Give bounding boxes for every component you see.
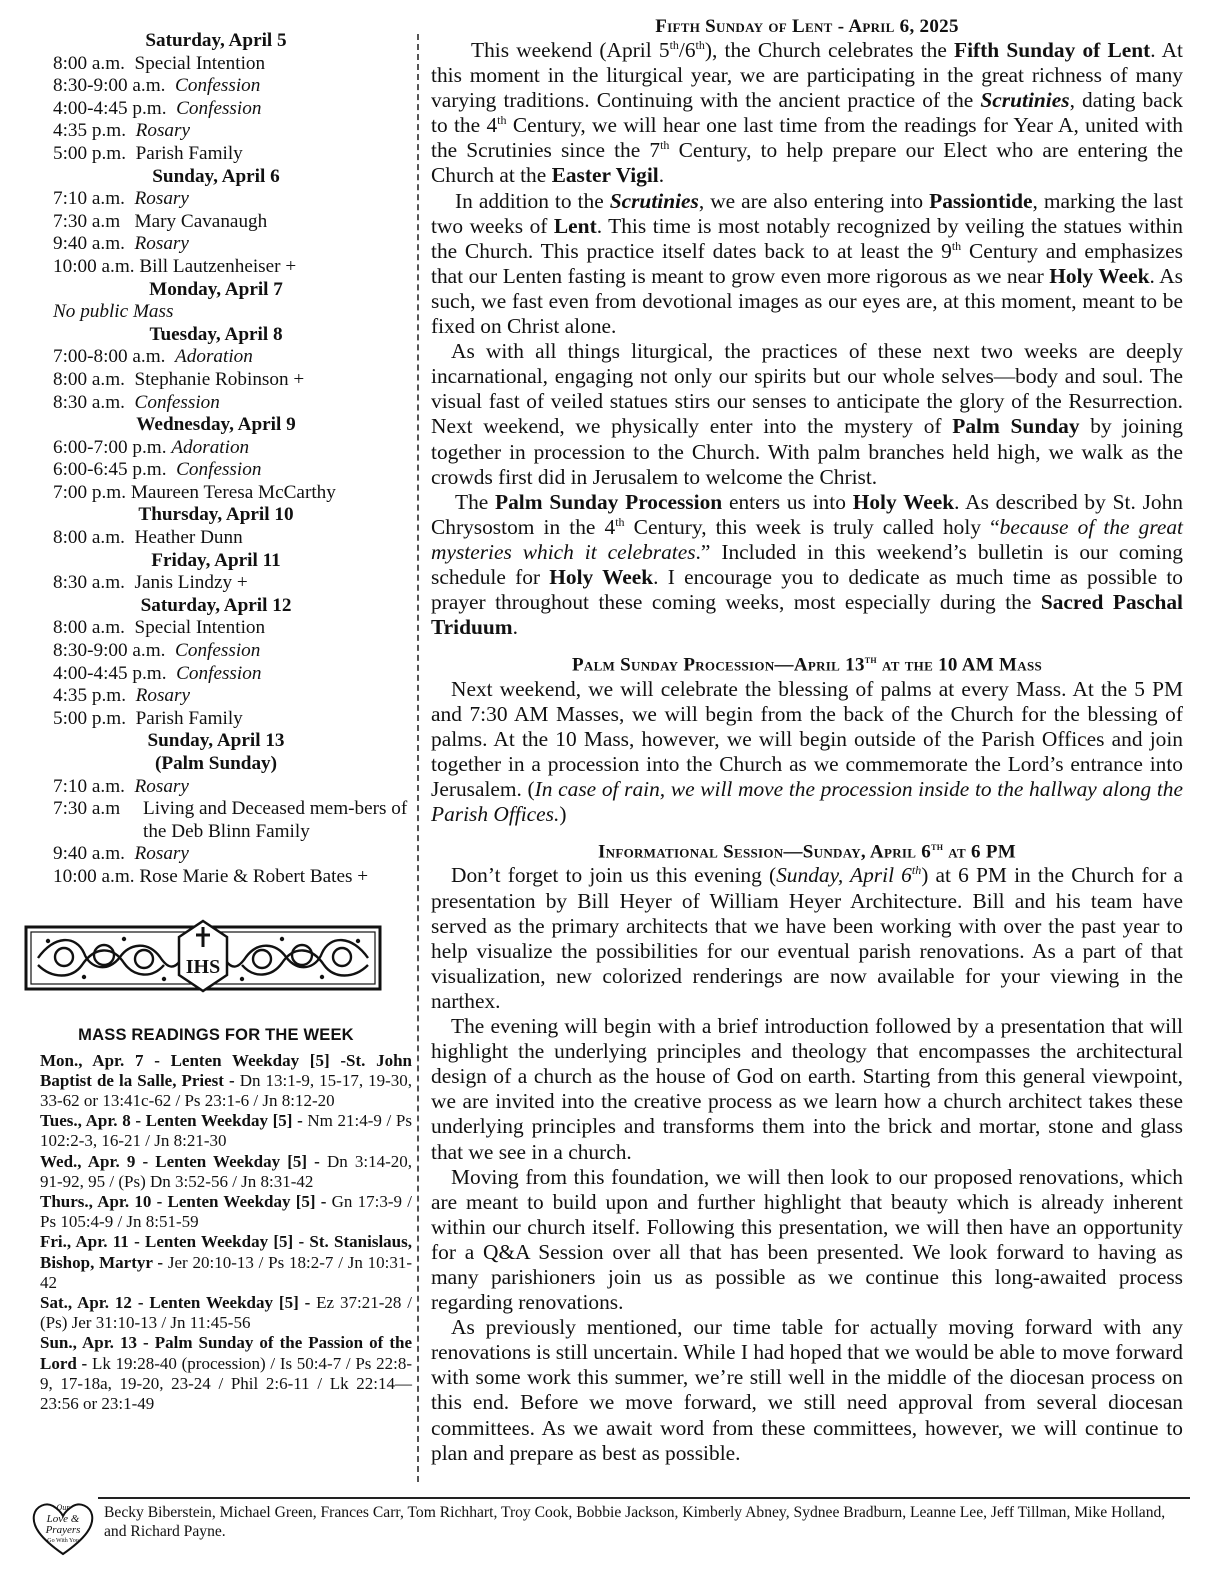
reading-item	[40, 1293, 412, 1333]
schedule-day-heading: Wednesday, April 9	[136, 414, 296, 436]
reading-item	[40, 1333, 412, 1414]
schedule-time: 8:30-9:00 a.m.	[53, 640, 176, 662]
mass-schedule-column	[22, 30, 413, 1414]
reading-day: Sat., Apr. 12 - Lenten Weekday [5] -	[40, 1293, 317, 1312]
schedule-entry	[22, 617, 410, 640]
schedule-entry	[22, 527, 410, 550]
reading-item	[40, 1232, 412, 1293]
schedule-intention: Adoration	[175, 346, 253, 368]
schedule-intention: Rosary	[135, 685, 190, 707]
schedule-entry	[22, 392, 410, 415]
ihs-ornament-icon	[24, 917, 382, 995]
schedule-time: 8:00 a.m.	[53, 52, 135, 74]
schedule-time: 5:00 p.m.	[53, 707, 136, 729]
schedule-time: 7:00-8:00 a.m.	[53, 346, 176, 368]
schedule-entry	[22, 843, 410, 866]
svg-text:Prayers: Prayers	[45, 1524, 81, 1536]
schedule-day-heading: Saturday, April 5	[145, 30, 287, 51]
schedule-day-heading: Sunday, April 6	[152, 165, 280, 187]
schedule-time: 6:00-7:00 p.m.	[53, 436, 172, 458]
schedule-intention: Parish Family	[135, 142, 243, 164]
schedule-day-heading: Thursday, April 10	[138, 504, 294, 526]
schedule-time: 4:35 p.m.	[53, 685, 136, 707]
schedule-entry	[22, 233, 410, 256]
schedule-entry	[22, 346, 410, 369]
schedule-time: 7:10 a.m.	[53, 188, 135, 210]
svg-text:Love &: Love &	[46, 1513, 80, 1525]
schedule-entry	[22, 211, 410, 234]
schedule-time: 7:10 a.m.	[53, 775, 135, 797]
schedule-intention: Special Intention	[134, 52, 266, 74]
schedule-time: 4:00-4:45 p.m.	[53, 97, 177, 119]
schedule-time: 8:30 a.m.	[53, 391, 135, 413]
schedule-time: 6:00-6:45 p.m.	[53, 459, 177, 481]
schedule-entry	[22, 120, 410, 143]
reading-day: Fri., Apr. 11 - Lenten Weekday [5] - St. Stanislaus, Bishop, Martyr -	[40, 1232, 412, 1272]
reading-citations: Lk 19:28-40 (procession) / Is 50:4-7 / Ps 22:8-9, 17-18a, 19-20, 23-24 / Phil 2:6-11 / Lk 22:14—23:56 or 23:1-49	[40, 1353, 413, 1414]
schedule-entry	[22, 143, 410, 166]
schedule-day-heading: Sunday, April 13	[147, 730, 285, 752]
prayer-list-names: Becky Biberstein, Michael Green, Frances Carr, Tom Richhart, Troy Cook, Bobbie Jackson, Kimberly Abney, Sydnee Bradburn, Leanne Lee, Jeff Tillman, Mike Holland, and Richard Payne.	[104, 1504, 1166, 1540]
schedule-intention: Rosary	[135, 120, 190, 142]
info-paragraph: Moving from this foundation, we will then look to our proposed renovations, which are meant to build upon and further highlight that beauty which is already inherent within our church itself. Following this presentation, we will then have an opportunity for a Q&A Session over all that has been presented. We look forward to having as many parishioners join us as possible as we continue this long-awaited process regarding renovations.	[431, 1164, 1183, 1315]
schedule-intention: Rosary	[134, 188, 189, 210]
footer-rule	[98, 1497, 1190, 1499]
info-session-heading: Informational Session—Sunday, April 6th at 6 PM	[597, 841, 1017, 863]
schedule-entry	[22, 685, 410, 708]
palm-paragraph: Next weekend, we will celebrate the blessing of palms at every Mass. At the 5 PM and 7:30 AM Masses, we will begin from the back of the Church for the blessing of palms. At the 10 Mass, however, we will begin outside of the Parish Offices and join together in a procession into the Church as we commemorate the Lord’s entrance into Jerusalem. (In case of rain, we will move the procession inside to the hallway along the Parish Offices.)	[431, 676, 1183, 827]
schedule-entry	[22, 663, 410, 686]
mass-schedule	[22, 30, 410, 889]
schedule-time: 8:00 a.m.	[53, 368, 135, 390]
ornament-monogram: IHS	[185, 955, 221, 978]
schedule-entry	[22, 98, 410, 121]
schedule-day-heading: Friday, April 11	[151, 549, 281, 571]
reading-item	[40, 1152, 412, 1192]
schedule-intention: Confession	[176, 97, 262, 119]
reading-item	[40, 1111, 412, 1151]
schedule-day-heading: Monday, April 7	[149, 278, 283, 300]
schedule-time: 5:00 p.m.	[53, 142, 136, 164]
reading-day: Wed., Apr. 9 - Lenten Weekday [5] -	[40, 1151, 327, 1171]
schedule-intention: Heather Dunn	[134, 527, 243, 549]
schedule-entry	[22, 437, 410, 460]
schedule-intention: Confession	[175, 75, 261, 97]
schedule-intention: Rosary	[134, 233, 189, 255]
schedule-time: 8:30 a.m.	[53, 572, 135, 594]
schedule-time: 8:30-9:00 a.m.	[53, 75, 176, 97]
schedule-intention: Maureen Teresa McCarthy	[130, 481, 336, 503]
schedule-intention: Special Intention	[134, 617, 266, 639]
schedule-time: 9:40 a.m.	[53, 233, 135, 255]
schedule-entry	[22, 776, 410, 799]
readings-heading: MASS READINGS FOR THE WEEK	[78, 1025, 354, 1044]
schedule-time: 10:00 a.m.	[53, 865, 140, 887]
schedule-entry	[22, 708, 410, 731]
palm-sunday-heading: Palm Sunday Procession—April 13th at the 10 AM Mass	[571, 654, 1043, 676]
schedule-intention: Confession	[134, 391, 220, 413]
schedule-intention: Living and Deceased mem-bers of the Deb Blinn Family	[143, 798, 408, 842]
article-body	[431, 38, 1183, 640]
schedule-entry	[22, 866, 410, 889]
schedule-intention: Confession	[176, 459, 262, 481]
info-paragraph: As previously mentioned, our time table for actually moving forward with any renovations is still uncertain. While I had hoped that we would be able to move forward with some work this summer, we’re still well in the middle of the diocesan process on this end. Before we move forward, we still need approval from several diocesan committees. As we await word from these committees, however, we will continue to plan and prepare as best as possible.	[431, 1315, 1183, 1465]
heart-logo-icon	[30, 1498, 96, 1558]
reading-day: Thurs., Apr. 10 - Lenten Weekday [5] -	[40, 1191, 332, 1211]
reading-citations: Dn 3:14-20, 91-92, 95 / (Ps) Dn 3:52-56 / Jn 8:31-42	[40, 1151, 412, 1191]
schedule-intention: Rosary	[134, 775, 189, 797]
schedule-time: 4:35 p.m.	[53, 120, 136, 142]
reading-citations: Jer 20:10-13 / Ps 18:2-7 / Jn 10:31-42	[40, 1252, 412, 1292]
schedule-intention: Confession	[176, 662, 262, 684]
reading-item	[40, 1051, 412, 1112]
schedule-time: 7:30 a.m	[53, 798, 121, 820]
schedule-entry	[22, 482, 410, 505]
article-paragraph: The Palm Sunday Procession enters us into Holy Week. As described by St. John Chrysostom in the 4th Century, this week is truly called holy “because of the great mysteries which it celebrates.” Included in this weekend’s bulletin is our coming schedule for Holy Week. I encourage you to dedicate as much time as possible to prayer throughout these coming weeks, most especially during the Sacred Paschal Triduum.	[431, 489, 1184, 640]
schedule-entry	[22, 75, 410, 98]
schedule-intention: Confession	[175, 640, 261, 662]
schedule-time: 8:00 a.m.	[53, 617, 135, 639]
article-column	[431, 16, 1183, 1466]
schedule-intention: Rosary	[134, 843, 189, 865]
svg-text:Our: Our	[56, 1503, 70, 1512]
reading-day: Mon., Apr. 7 - Lenten Weekday [5] -St. John Baptist de la Salle, Priest -	[40, 1050, 412, 1090]
column-divider	[417, 34, 419, 1482]
svg-text:Go With You: Go With You	[47, 1538, 79, 1544]
schedule-entry	[22, 640, 410, 663]
reading-day: Sun., Apr. 13 - Palm Sunday of the Passion of the Lord -	[40, 1333, 412, 1373]
schedule-entry	[22, 572, 410, 595]
schedule-time: 4:00-4:45 p.m.	[53, 662, 177, 684]
schedule-intention: Stephanie Robinson +	[134, 368, 305, 390]
schedule-day-heading: Saturday, April 12	[140, 594, 292, 616]
reading-citations: Dn 13:1-9, 15-17, 19-30, 33-62 or 13:41c-62 / Ps 23:1-6 / Jn 8:12-20	[40, 1070, 413, 1110]
schedule-intention: Mary Cavanaugh	[134, 210, 268, 232]
schedule-entry	[22, 459, 410, 482]
schedule-intention: Bill Lautzenheiser +	[139, 255, 297, 277]
schedule-intention: Janis Lindzy +	[134, 572, 248, 594]
article-heading: Fifth Sunday of Lent - April 6, 2025	[655, 16, 959, 37]
article-paragraph: This weekend (April 5th/6th), the Church celebrates the Fifth Sunday of Lent. At this moment in the liturgical year, we are participating in the great richness of many varying traditions. Continuing with the ancient practice of the Scrutinies, dating back to the 4th Century, we will hear one last time from the readings for Year A, united with the Scrutinies since the 7th Century, to help prepare our Elect who are entering the Church at the Easter Vigil.	[431, 37, 1184, 188]
schedule-time: 9:40 a.m.	[53, 843, 135, 865]
mass-readings	[22, 1051, 412, 1415]
schedule-time: 7:30 a.m	[53, 210, 135, 232]
schedule-time: 10:00 a.m.	[53, 255, 140, 277]
reading-citations: Ez 37:21-28 / (Ps) Jer 31:10-13 / Jn 11:45-56	[40, 1293, 412, 1333]
schedule-entry	[22, 188, 410, 211]
schedule-intention: Rose Marie & Robert Bates +	[139, 865, 369, 887]
schedule-entry	[22, 53, 410, 76]
article-paragraph: As with all things liturgical, the practices of these next two weeks are deeply incarnational, engaging not only our spirits but our whole selves—body and soul. The visual fast of veiled statues stirs our senses to anticipate the glory of the Resurrection. Next weekend, we physically enter into the mystery of Palm Sunday by joining together in procession to the Church. With palm branches held high, we walk as the crowds first did in Jerusalem to welcome the Christ.	[431, 339, 1183, 489]
schedule-intention: Parish Family	[135, 707, 243, 729]
reading-citations: Nm 21:4-9 / Ps 102:2-3, 16-21 / Jn 8:21-30	[40, 1111, 412, 1151]
schedule-note: No public Mass	[53, 301, 174, 323]
schedule-day-heading: (Palm Sunday)	[154, 753, 278, 774]
schedule-time: 8:00 a.m.	[53, 527, 135, 549]
reading-citations: Gn 17:3-9 / Ps 105:4-9 / Jn 8:51-59	[40, 1191, 412, 1232]
schedule-entry	[22, 798, 410, 843]
palm-sunday-body	[431, 677, 1183, 828]
info-paragraph: Don’t forget to join us this evening (Sunday, April 6th) at 6 PM in the Church for a presentation by Bill Heyer of William Heyer Architecture. Bill and his team have served as the primary architects that we have been working with over the past year to help visualize the possibilities for our eventual parish renovations. As a part of that visualization, new colorized renderings are now available for your viewing in the narthex.	[431, 863, 1183, 1013]
article-paragraph: In addition to the Scrutinies, we are also entering into Passiontide, marking the last two weeks of Lent. This time is most notably recognized by veiling the statues within the Church. This practice itself dates back to at least the 9th Century and emphasizes that our Lenten fasting is meant to grow even more rigorous as we near Holy Week. As such, we fast even from devotional images as our eyes are, at this moment, meant to be fixed on Christ alone.	[431, 188, 1184, 339]
reading-item	[40, 1192, 412, 1232]
schedule-entry	[22, 369, 410, 392]
schedule-entry	[22, 256, 410, 279]
info-session-body	[431, 863, 1183, 1465]
info-paragraph: The evening will begin with a brief introduction followed by a presentation that will highlight the underlying principles and theology that encompasses the architectural design of a church as the house of God on earth. Starting from this general viewpoint, we are invited into the creative process as we learn how a church architect takes these underlying principles and transforms them into the brick and mortar, stone and glass that we see in a church.	[431, 1014, 1183, 1164]
schedule-intention: Adoration	[171, 436, 250, 458]
schedule-time: 7:00 p.m.	[53, 481, 131, 503]
schedule-day-heading: Tuesday, April 8	[149, 323, 283, 345]
reading-day: Tues., Apr. 8 - Lenten Weekday [5] -	[40, 1111, 308, 1131]
